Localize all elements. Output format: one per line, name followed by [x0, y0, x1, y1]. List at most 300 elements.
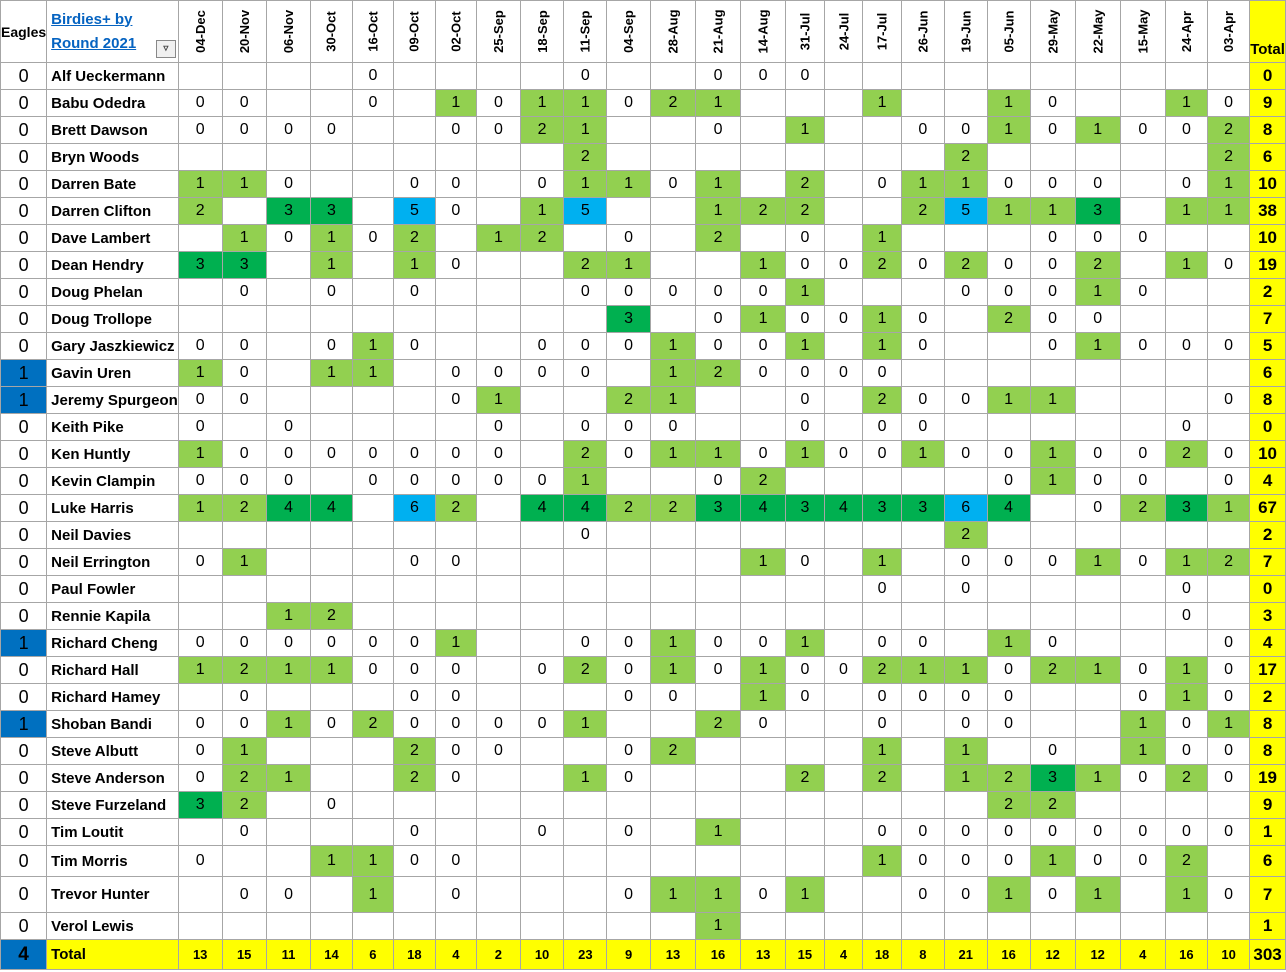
score-cell[interactable] [352, 684, 393, 711]
score-cell[interactable] [1165, 279, 1207, 306]
score-cell[interactable]: 2 [1208, 144, 1250, 171]
score-cell[interactable]: 0 [944, 711, 987, 738]
date-header[interactable]: 26-Jun [901, 1, 944, 63]
player-name-cell[interactable]: Kevin Clampin [47, 468, 179, 495]
score-cell[interactable]: 2 [987, 792, 1030, 819]
score-cell[interactable] [311, 765, 352, 792]
score-cell[interactable] [901, 90, 944, 117]
score-cell[interactable]: 0 [1208, 387, 1250, 414]
score-cell[interactable]: 2 [987, 765, 1030, 792]
column-total-cell[interactable]: 16 [1165, 940, 1207, 970]
player-name-cell[interactable]: Richard Hall [47, 657, 179, 684]
score-cell[interactable]: 0 [863, 576, 902, 603]
score-cell[interactable] [394, 414, 435, 441]
score-cell[interactable]: 0 [520, 711, 564, 738]
score-cell[interactable] [394, 576, 435, 603]
score-cell[interactable] [1165, 225, 1207, 252]
score-cell[interactable] [786, 522, 825, 549]
score-cell[interactable] [863, 468, 902, 495]
score-cell[interactable]: 6 [394, 495, 435, 522]
score-cell[interactable] [1030, 495, 1075, 522]
score-cell[interactable] [311, 684, 352, 711]
score-cell[interactable] [863, 792, 902, 819]
score-cell[interactable]: 0 [650, 279, 695, 306]
player-name-cell[interactable]: Doug Trollope [47, 306, 179, 333]
totals-label[interactable]: Total [47, 940, 179, 970]
score-cell[interactable] [564, 846, 607, 877]
score-cell[interactable]: 0 [477, 441, 521, 468]
score-cell[interactable]: 1 [222, 738, 266, 765]
player-name-cell[interactable]: Jeremy Spurgeon [47, 387, 179, 414]
score-cell[interactable] [266, 63, 310, 90]
score-cell[interactable] [564, 792, 607, 819]
score-cell[interactable]: 0 [266, 117, 310, 144]
score-cell[interactable] [987, 360, 1030, 387]
score-cell[interactable] [650, 792, 695, 819]
score-cell[interactable]: 0 [394, 684, 435, 711]
column-total-cell[interactable]: 8 [901, 940, 944, 970]
column-total-cell[interactable]: 14 [311, 940, 352, 970]
score-cell[interactable] [520, 846, 564, 877]
score-cell[interactable] [786, 846, 825, 877]
score-cell[interactable] [435, 913, 476, 940]
score-cell[interactable] [786, 90, 825, 117]
score-cell[interactable]: 0 [435, 877, 476, 913]
score-cell[interactable]: 2 [564, 144, 607, 171]
score-cell[interactable] [564, 819, 607, 846]
score-cell[interactable] [520, 630, 564, 657]
score-cell[interactable] [435, 414, 476, 441]
score-cell[interactable] [944, 225, 987, 252]
score-cell[interactable] [435, 144, 476, 171]
score-cell[interactable]: 2 [1165, 846, 1207, 877]
score-cell[interactable] [435, 306, 476, 333]
score-cell[interactable] [650, 252, 695, 279]
score-cell[interactable] [477, 522, 521, 549]
column-total-cell[interactable]: 16 [987, 940, 1030, 970]
score-cell[interactable] [650, 576, 695, 603]
score-cell[interactable] [178, 603, 222, 630]
row-total-cell[interactable]: 8 [1250, 738, 1286, 765]
score-cell[interactable] [1075, 576, 1120, 603]
score-cell[interactable]: 0 [477, 414, 521, 441]
player-name-cell[interactable]: Darren Clifton [47, 198, 179, 225]
score-cell[interactable]: 0 [311, 441, 352, 468]
score-cell[interactable] [987, 63, 1030, 90]
score-cell[interactable] [1030, 913, 1075, 940]
score-cell[interactable] [1208, 360, 1250, 387]
score-cell[interactable] [352, 414, 393, 441]
title-link-line1[interactable]: Birdies+ by [51, 10, 133, 28]
score-cell[interactable] [650, 198, 695, 225]
score-cell[interactable] [696, 765, 741, 792]
score-cell[interactable]: 1 [901, 441, 944, 468]
score-cell[interactable] [520, 522, 564, 549]
score-cell[interactable] [178, 877, 222, 913]
score-cell[interactable]: 3 [311, 198, 352, 225]
player-name-cell[interactable]: Shoban Bandi [47, 711, 179, 738]
score-cell[interactable] [607, 576, 651, 603]
score-cell[interactable]: 0 [741, 333, 786, 360]
score-cell[interactable]: 0 [1030, 738, 1075, 765]
score-cell[interactable]: 1 [786, 441, 825, 468]
score-cell[interactable] [1120, 171, 1165, 198]
row-total-cell[interactable]: 5 [1250, 333, 1286, 360]
score-cell[interactable]: 1 [987, 387, 1030, 414]
date-header[interactable]: 21-Aug [696, 1, 741, 63]
score-cell[interactable]: 0 [607, 225, 651, 252]
score-cell[interactable]: 0 [178, 765, 222, 792]
score-cell[interactable]: 0 [987, 657, 1030, 684]
score-cell[interactable] [222, 306, 266, 333]
score-cell[interactable]: 0 [311, 279, 352, 306]
score-cell[interactable]: 1 [1075, 279, 1120, 306]
column-total-cell[interactable]: 6 [352, 940, 393, 970]
row-total-cell[interactable]: 7 [1250, 877, 1286, 913]
score-cell[interactable] [477, 819, 521, 846]
score-cell[interactable]: 0 [1030, 117, 1075, 144]
score-cell[interactable]: 0 [786, 657, 825, 684]
score-cell[interactable]: 1 [1075, 765, 1120, 792]
score-cell[interactable]: 0 [1030, 877, 1075, 913]
score-cell[interactable]: 0 [266, 225, 310, 252]
date-header[interactable]: 24-Apr [1165, 1, 1207, 63]
score-cell[interactable] [1075, 90, 1120, 117]
score-cell[interactable] [1030, 603, 1075, 630]
score-cell[interactable] [901, 913, 944, 940]
score-cell[interactable] [477, 171, 521, 198]
score-cell[interactable]: 0 [901, 333, 944, 360]
score-cell[interactable]: 1 [987, 198, 1030, 225]
score-cell[interactable]: 1 [178, 360, 222, 387]
score-cell[interactable]: 0 [266, 171, 310, 198]
score-cell[interactable]: 0 [564, 414, 607, 441]
score-cell[interactable]: 3 [222, 252, 266, 279]
score-cell[interactable] [696, 144, 741, 171]
score-cell[interactable]: 0 [901, 306, 944, 333]
score-cell[interactable]: 0 [1165, 333, 1207, 360]
score-cell[interactable] [944, 913, 987, 940]
player-name-cell[interactable]: Gavin Uren [47, 360, 179, 387]
score-cell[interactable] [741, 387, 786, 414]
score-cell[interactable]: 0 [987, 819, 1030, 846]
score-cell[interactable] [696, 414, 741, 441]
row-total-cell[interactable]: 9 [1250, 792, 1286, 819]
score-cell[interactable] [741, 117, 786, 144]
eagles-cell[interactable]: 1 [1, 387, 47, 414]
score-cell[interactable]: 0 [987, 279, 1030, 306]
score-cell[interactable]: 0 [394, 819, 435, 846]
score-cell[interactable] [1165, 468, 1207, 495]
score-cell[interactable] [741, 576, 786, 603]
score-cell[interactable] [944, 630, 987, 657]
score-cell[interactable]: 1 [863, 333, 902, 360]
row-total-cell[interactable]: 10 [1250, 441, 1286, 468]
score-cell[interactable]: 0 [741, 630, 786, 657]
row-total-cell[interactable]: 3 [1250, 603, 1286, 630]
score-cell[interactable]: 0 [1120, 468, 1165, 495]
row-total-cell[interactable]: 9 [1250, 90, 1286, 117]
eagles-cell[interactable]: 0 [1, 738, 47, 765]
score-cell[interactable]: 1 [741, 252, 786, 279]
player-name-cell[interactable]: Richard Cheng [47, 630, 179, 657]
score-cell[interactable]: 1 [863, 306, 902, 333]
score-cell[interactable]: 1 [863, 846, 902, 877]
score-cell[interactable] [987, 225, 1030, 252]
score-cell[interactable] [824, 63, 863, 90]
score-cell[interactable]: 1 [863, 90, 902, 117]
score-cell[interactable]: 0 [650, 414, 695, 441]
score-cell[interactable] [266, 738, 310, 765]
score-cell[interactable] [311, 522, 352, 549]
score-cell[interactable]: 0 [1165, 738, 1207, 765]
score-cell[interactable] [352, 549, 393, 576]
player-name-cell[interactable]: Dave Lambert [47, 225, 179, 252]
grand-total-cell[interactable]: 303 [1250, 940, 1286, 970]
score-cell[interactable] [650, 913, 695, 940]
score-cell[interactable] [266, 90, 310, 117]
score-cell[interactable] [987, 414, 1030, 441]
score-cell[interactable] [477, 630, 521, 657]
score-cell[interactable]: 0 [696, 117, 741, 144]
score-cell[interactable]: 0 [352, 468, 393, 495]
score-cell[interactable] [564, 306, 607, 333]
score-cell[interactable] [178, 63, 222, 90]
score-cell[interactable] [607, 144, 651, 171]
score-cell[interactable]: 0 [650, 171, 695, 198]
score-cell[interactable] [394, 306, 435, 333]
score-cell[interactable] [352, 576, 393, 603]
score-cell[interactable]: 3 [178, 792, 222, 819]
score-cell[interactable]: 0 [650, 684, 695, 711]
score-cell[interactable] [696, 738, 741, 765]
score-cell[interactable]: 1 [564, 90, 607, 117]
score-cell[interactable]: 0 [1120, 684, 1165, 711]
score-cell[interactable] [863, 117, 902, 144]
score-cell[interactable] [607, 360, 651, 387]
player-name-cell[interactable]: Tim Morris [47, 846, 179, 877]
score-cell[interactable] [352, 279, 393, 306]
eagles-cell[interactable]: 0 [1, 414, 47, 441]
score-cell[interactable]: 4 [564, 495, 607, 522]
row-total-cell[interactable]: 6 [1250, 360, 1286, 387]
score-cell[interactable] [944, 792, 987, 819]
score-cell[interactable] [477, 913, 521, 940]
score-cell[interactable]: 2 [520, 225, 564, 252]
row-total-cell[interactable]: 38 [1250, 198, 1286, 225]
score-cell[interactable]: 0 [987, 252, 1030, 279]
score-cell[interactable]: 1 [266, 603, 310, 630]
score-cell[interactable] [1208, 306, 1250, 333]
score-cell[interactable] [987, 333, 1030, 360]
score-cell[interactable]: 0 [1208, 819, 1250, 846]
score-cell[interactable] [1208, 913, 1250, 940]
eagles-cell[interactable]: 0 [1, 333, 47, 360]
score-cell[interactable]: 0 [824, 441, 863, 468]
score-cell[interactable] [987, 576, 1030, 603]
score-cell[interactable] [1030, 684, 1075, 711]
score-cell[interactable]: 0 [987, 549, 1030, 576]
score-cell[interactable]: 1 [863, 549, 902, 576]
score-cell[interactable] [520, 549, 564, 576]
score-cell[interactable]: 0 [311, 117, 352, 144]
score-cell[interactable] [435, 819, 476, 846]
column-total-cell[interactable]: 13 [650, 940, 695, 970]
score-cell[interactable] [1120, 306, 1165, 333]
score-cell[interactable]: 2 [564, 252, 607, 279]
eagles-cell[interactable]: 1 [1, 711, 47, 738]
score-cell[interactable] [824, 414, 863, 441]
score-cell[interactable]: 0 [944, 549, 987, 576]
score-cell[interactable] [520, 913, 564, 940]
score-cell[interactable]: 1 [696, 198, 741, 225]
score-cell[interactable] [1208, 846, 1250, 877]
column-total-cell[interactable]: 10 [1208, 940, 1250, 970]
score-cell[interactable]: 0 [1075, 306, 1120, 333]
score-cell[interactable]: 0 [435, 171, 476, 198]
score-cell[interactable]: 0 [1120, 765, 1165, 792]
player-name-cell[interactable]: Verol Lewis [47, 913, 179, 940]
score-cell[interactable]: 0 [786, 360, 825, 387]
row-total-cell[interactable]: 4 [1250, 468, 1286, 495]
score-cell[interactable]: 1 [1165, 90, 1207, 117]
score-cell[interactable]: 0 [178, 414, 222, 441]
score-cell[interactable]: 0 [863, 711, 902, 738]
score-cell[interactable]: 1 [311, 252, 352, 279]
score-cell[interactable]: 1 [944, 765, 987, 792]
score-cell[interactable]: 1 [520, 198, 564, 225]
score-cell[interactable]: 0 [786, 225, 825, 252]
score-cell[interactable] [477, 63, 521, 90]
score-cell[interactable]: 0 [477, 711, 521, 738]
score-cell[interactable] [394, 387, 435, 414]
score-cell[interactable]: 2 [311, 603, 352, 630]
row-total-cell[interactable]: 0 [1250, 414, 1286, 441]
score-cell[interactable] [987, 144, 1030, 171]
score-cell[interactable] [741, 522, 786, 549]
score-cell[interactable]: 0 [222, 117, 266, 144]
score-cell[interactable]: 2 [944, 522, 987, 549]
score-cell[interactable]: 1 [786, 279, 825, 306]
score-cell[interactable]: 1 [1075, 657, 1120, 684]
eagles-cell[interactable]: 0 [1, 603, 47, 630]
score-cell[interactable] [564, 576, 607, 603]
score-cell[interactable] [863, 279, 902, 306]
score-cell[interactable]: 1 [786, 877, 825, 913]
score-cell[interactable]: 5 [564, 198, 607, 225]
score-cell[interactable]: 4 [987, 495, 1030, 522]
score-cell[interactable]: 2 [1165, 765, 1207, 792]
score-cell[interactable]: 1 [1165, 252, 1207, 279]
score-cell[interactable] [477, 846, 521, 877]
row-total-cell[interactable]: 2 [1250, 279, 1286, 306]
date-header[interactable]: 20-Nov [222, 1, 266, 63]
score-cell[interactable]: 2 [178, 198, 222, 225]
score-cell[interactable] [266, 819, 310, 846]
score-cell[interactable]: 0 [1030, 549, 1075, 576]
score-cell[interactable]: 0 [901, 414, 944, 441]
score-cell[interactable] [1030, 144, 1075, 171]
score-cell[interactable]: 0 [987, 441, 1030, 468]
score-cell[interactable] [824, 549, 863, 576]
score-cell[interactable]: 2 [1120, 495, 1165, 522]
score-cell[interactable]: 0 [987, 171, 1030, 198]
eagles-header[interactable]: Eagles [1, 1, 47, 63]
score-cell[interactable] [311, 414, 352, 441]
column-total-cell[interactable]: 15 [786, 940, 825, 970]
score-cell[interactable]: 3 [786, 495, 825, 522]
score-cell[interactable]: 0 [394, 441, 435, 468]
eagles-cell[interactable]: 0 [1, 684, 47, 711]
score-cell[interactable]: 1 [394, 252, 435, 279]
score-cell[interactable] [650, 306, 695, 333]
date-header[interactable]: 24-Jul [824, 1, 863, 63]
score-cell[interactable]: 0 [222, 387, 266, 414]
score-cell[interactable]: 0 [435, 252, 476, 279]
score-cell[interactable] [650, 846, 695, 877]
score-cell[interactable]: 1 [901, 171, 944, 198]
score-cell[interactable]: 0 [863, 630, 902, 657]
score-cell[interactable]: 0 [222, 468, 266, 495]
score-cell[interactable] [1165, 630, 1207, 657]
score-cell[interactable]: 2 [435, 495, 476, 522]
row-total-cell[interactable]: 8 [1250, 711, 1286, 738]
score-cell[interactable]: 0 [311, 333, 352, 360]
score-cell[interactable] [650, 711, 695, 738]
score-cell[interactable] [477, 279, 521, 306]
score-cell[interactable] [1075, 738, 1120, 765]
score-cell[interactable]: 1 [222, 549, 266, 576]
score-cell[interactable]: 0 [901, 684, 944, 711]
score-cell[interactable] [178, 576, 222, 603]
row-total-cell[interactable]: 0 [1250, 63, 1286, 90]
score-cell[interactable] [1030, 63, 1075, 90]
score-cell[interactable] [741, 765, 786, 792]
score-cell[interactable]: 0 [607, 333, 651, 360]
score-cell[interactable] [786, 819, 825, 846]
score-cell[interactable]: 1 [650, 657, 695, 684]
date-header[interactable]: 19-Jun [944, 1, 987, 63]
column-total-cell[interactable]: 15 [222, 940, 266, 970]
score-cell[interactable] [741, 144, 786, 171]
score-cell[interactable]: 3 [607, 306, 651, 333]
score-cell[interactable] [352, 765, 393, 792]
total-header[interactable]: Total [1250, 1, 1286, 63]
score-cell[interactable] [564, 738, 607, 765]
score-cell[interactable]: 0 [696, 468, 741, 495]
score-cell[interactable]: 0 [266, 630, 310, 657]
score-cell[interactable] [520, 306, 564, 333]
score-cell[interactable] [901, 360, 944, 387]
score-cell[interactable] [696, 549, 741, 576]
score-cell[interactable] [311, 877, 352, 913]
score-cell[interactable] [786, 913, 825, 940]
score-cell[interactable]: 0 [394, 657, 435, 684]
score-cell[interactable] [1165, 144, 1207, 171]
score-cell[interactable] [352, 495, 393, 522]
score-cell[interactable]: 0 [394, 468, 435, 495]
column-total-cell[interactable]: 23 [564, 940, 607, 970]
score-cell[interactable] [824, 144, 863, 171]
score-cell[interactable]: 0 [352, 63, 393, 90]
score-cell[interactable] [352, 792, 393, 819]
score-cell[interactable]: 0 [987, 468, 1030, 495]
score-cell[interactable]: 0 [477, 360, 521, 387]
score-cell[interactable]: 0 [394, 549, 435, 576]
eagles-total-cell[interactable]: 4 [1, 940, 47, 970]
column-total-cell[interactable]: 13 [741, 940, 786, 970]
score-cell[interactable] [394, 792, 435, 819]
